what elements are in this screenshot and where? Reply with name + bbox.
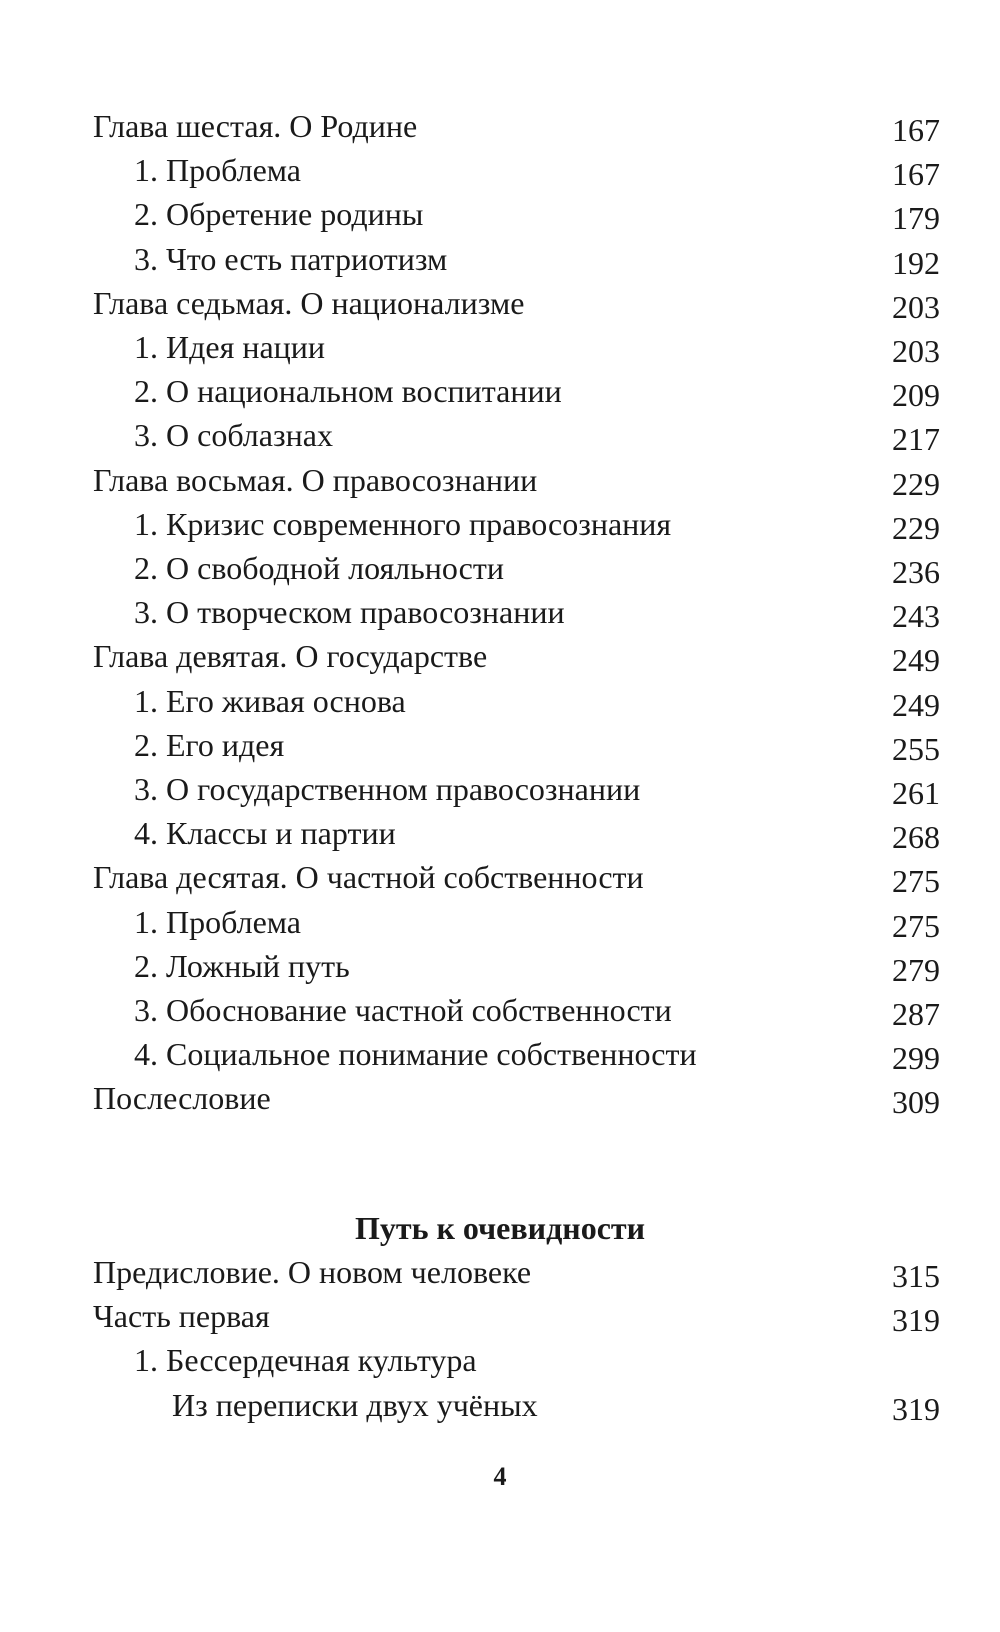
- toc-subsection-entry: [0, 1032, 1000, 1076]
- toc-entry-page: 315: [892, 1258, 940, 1294]
- toc-subsection-entry: [0, 1383, 1000, 1427]
- toc-entry-page: 179: [892, 200, 940, 237]
- toc-entry-title: 2. Его идея: [134, 726, 285, 763]
- toc-subsection-entry: [0, 988, 1000, 1032]
- toc-entry-page: 229: [892, 509, 940, 546]
- toc-entry-page: 309: [892, 1084, 940, 1121]
- toc-entry-page: 209: [892, 377, 940, 414]
- toc-entry-page: 275: [892, 907, 940, 944]
- toc-subsection-entry: [0, 546, 1000, 590]
- toc-entry-title: 3. Что есть патриотизм: [134, 240, 448, 277]
- toc-entry-title: 1. Кризис современного правосознания: [134, 505, 672, 542]
- toc-entry-title: 2. Обретение родины: [134, 196, 424, 233]
- toc-entry-title: Предисловие. О новом человеке: [93, 1254, 532, 1290]
- toc-chapter-entry: [0, 634, 1000, 678]
- toc-subsection-entry: [0, 811, 1000, 855]
- toc-chapter-entry: [0, 1250, 1000, 1294]
- toc-entry-title: Глава шестая. О Родине: [93, 108, 418, 144]
- toc-entry-page: 319: [892, 1302, 940, 1339]
- toc-entry-title: 2. Ложный путь: [134, 947, 350, 984]
- toc-subsection-entry: [0, 413, 1000, 457]
- toc-chapter-entry: [0, 1076, 1000, 1120]
- toc-entry-page: 192: [892, 244, 940, 281]
- toc-chapter-entry: [0, 281, 1000, 325]
- toc-subsection-entry: [0, 1338, 1000, 1382]
- toc-entry-title: Из переписки двух учёных: [172, 1386, 538, 1423]
- toc-entry-page: 275: [892, 863, 940, 900]
- toc-chapter-entry: [0, 1294, 1000, 1338]
- toc-entry-page: 287: [892, 996, 940, 1032]
- toc-entry-title: Часть первая: [93, 1298, 270, 1335]
- section-heading: Путь к очевидности: [354, 1210, 646, 1246]
- toc-subsection-entry: [0, 723, 1000, 767]
- toc-entry-title: Глава девятая. О государстве: [93, 638, 488, 675]
- toc-subsection-entry: [0, 679, 1000, 723]
- toc-subsection-entry: [0, 502, 1000, 546]
- toc-entry-page: 279: [892, 951, 940, 988]
- toc-entry-title: 1. Идея нации: [134, 329, 326, 365]
- toc-entry-title: Глава восьмая. О правосознании: [93, 461, 538, 498]
- toc-entry-page: 217: [892, 421, 940, 458]
- toc-entry-page: 255: [892, 730, 940, 767]
- toc-subsection-entry: [0, 369, 1000, 413]
- toc-entry-page: 203: [892, 333, 940, 369]
- toc-entry-title: Глава седьмая. О национализме: [93, 284, 525, 321]
- toc-entry-title: 2. О национальном воспитании: [134, 373, 562, 410]
- toc-entry-title: 3. О творческом правосознании: [134, 594, 565, 631]
- page-number: 4: [493, 1462, 507, 1491]
- toc-entry-title: 1. Его живая основа: [134, 682, 406, 719]
- toc-entry-page: 268: [892, 819, 940, 856]
- toc-entry-page: 299: [892, 1040, 940, 1077]
- toc-entry-title: 3. Обоснование частной собственности: [134, 992, 672, 1028]
- toc-entry-page: 229: [892, 465, 940, 502]
- toc-entry-page: 167: [892, 112, 940, 148]
- toc-entry-title: Глава десятая. О частной собственности: [93, 859, 644, 896]
- toc-subsection-entry: [0, 900, 1000, 944]
- toc-entry-page: 319: [892, 1390, 940, 1427]
- toc-entry-page: 203: [892, 288, 940, 325]
- toc-chapter-entry: [0, 458, 1000, 502]
- toc-entry-title: 1. Проблема: [134, 152, 301, 189]
- toc-entry-page: 243: [892, 598, 940, 635]
- toc-subsection-entry: [0, 767, 1000, 811]
- toc-entry-title: 1. Бессердечная культура: [134, 1342, 477, 1379]
- toc-chapter-entry: [0, 855, 1000, 899]
- toc-subsection-entry: [0, 192, 1000, 236]
- toc-entry-title: 4. Классы и партии: [134, 815, 396, 852]
- toc-entry-page: 261: [892, 775, 940, 811]
- toc-subsection-entry: [0, 148, 1000, 192]
- toc-subsection-entry: [0, 944, 1000, 988]
- toc-entry-page: 167: [892, 156, 940, 193]
- toc-entry-page: 236: [892, 554, 940, 590]
- toc-entry-title: 1. Проблема: [134, 903, 301, 940]
- toc-subsection-entry: [0, 590, 1000, 634]
- toc-entry-title: 2. О свободной лояльности: [134, 550, 504, 586]
- toc-entry-title: 3. О соблазнах: [134, 417, 333, 454]
- toc-subsection-entry: [0, 237, 1000, 281]
- toc-entry-title: 3. О государственном правосознании: [134, 771, 641, 807]
- toc-entry-page: 249: [892, 686, 940, 723]
- toc-subsection-entry: [0, 325, 1000, 369]
- toc-entry-page: 249: [892, 642, 940, 679]
- toc-entry-title: Послесловие: [93, 1080, 271, 1117]
- toc-entry-title: 4. Социальное понимание собственности: [134, 1036, 697, 1073]
- toc-chapter-entry: [0, 104, 1000, 148]
